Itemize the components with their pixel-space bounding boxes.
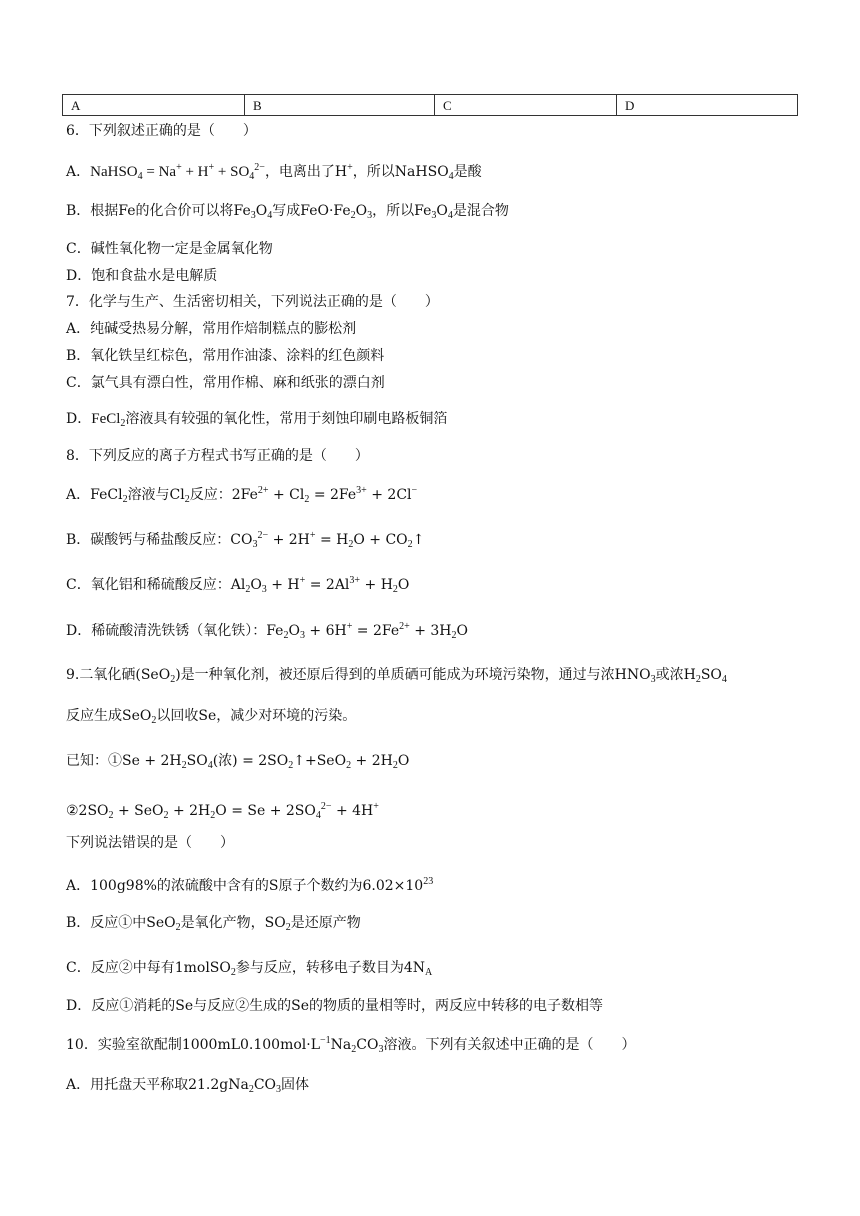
q7-option-c: C．氯气具有漂白性，常用作棉、麻和纸张的漂白剂 [66, 375, 385, 391]
q8-stem: 8．下列反应的离子方程式书写正确的是（ ） [66, 448, 369, 464]
q7-option-b: B．氧化铁呈红棕色，常用作油漆、涂料的红色颜料 [66, 348, 385, 364]
q7-stem: 7．化学与生产、生活密切相关，下列说法正确的是（ ） [66, 294, 439, 310]
q6-option-c: C．碱性氧化物一定是金属氧化物 [66, 241, 273, 257]
q8-option-c: C．氧化铝和稀硫酸反应：$Al_2O_3 + H^+ = 2Al^{3+} + H_2O$ [66, 575, 410, 595]
q8-option-a: A．FeCl$_2$溶液与$Cl_2$反应：$2Fe^{2+} + Cl_2 = 2Fe^{3+} + 2Cl^-$ [66, 485, 418, 505]
q10-option-a: A．用托盘天平称取$21.2gNa_2CO_3$固体 [66, 1077, 310, 1095]
q7-option-d: D．FeCl$_2$溶液具有较强的氧化性，常用于刻蚀印刷电路板铜箔 [66, 411, 448, 429]
q9-option-b: B．反应①中SeO$_2$是氧化产物，$SO_2$是还原产物 [66, 915, 361, 933]
answer-table [62, 94, 798, 116]
q7-option-a: A．纯碱受热易分解，常用作焙制糕点的膨松剂 [66, 321, 357, 337]
q6-option-b: B．根据Fe的化合价可以将$Fe_3O_4$写成$FeO\cdot Fe_2O_3$，所以$Fe_3O_4$是混合物 [66, 203, 509, 221]
q8-option-d: D．稀硫酸清洗铁锈（氧化铁）：$Fe_2O_3 + 6H^+ = 2Fe^{2+} + 3H_2O$ [66, 621, 468, 641]
q6-option-d: D．饱和食盐水是电解质 [66, 268, 218, 284]
q9-option-d: D．反应①消耗的Se与反应②生成的Se的物质的量相等时，两反应中转移的电子数相等 [66, 998, 603, 1014]
q9-option-c: C．反应②中每有1molSO$_2$参与反应，转移电子数目为$4N_A$ [66, 960, 433, 978]
q8-option-b: B．碳酸钙与稀盐酸反应：$CO_3^{2-} + 2H^+ = H_2O$ + $CO_2↑$ [66, 530, 425, 550]
q9-stem: 下列说法错误的是（ ） [66, 835, 234, 851]
q9-option-a: A．100g98%的浓硫酸中含有的S原子个数约为$6.02\times 10^{23}$ [66, 876, 434, 894]
table-cell-b: B [245, 95, 435, 115]
table-cell-a: A [63, 95, 245, 115]
q6-option-a: A．NaHSO$_4$ = $Na^+ + H^+ + SO_4^{2-}$，电离出了H+，所以NaHSO$_4$是酸 [66, 162, 482, 182]
table-cell-d: D [625, 98, 635, 113]
q9-line-1: 9.二氧化硒(SeO$_2$)是一种氧化剂，被还原后得到的单质硒可能成为环境污染物，通过与浓$HNO_3$或浓$H_2SO_4$ [66, 667, 727, 685]
q9-line-2: 反应生成SeO$_2$以回收Se，减少对环境的污染。 [66, 708, 357, 726]
q9-known-2: $②2SO_2 + SeO_2 + 2H_2O = Se + 2SO_4^{2-} + 4H^+$ [66, 801, 379, 821]
q6-stem: 6．下列叙述正确的是（ ） [66, 123, 257, 139]
table-cell-c: C [435, 95, 617, 115]
q9-known-1: 已知：①Se + $2H_2SO_4$(浓) = $2SO_2↑+SeO_2 + 2H_2O$ [66, 753, 410, 771]
q10-stem: 10．实验室欲配制$1000mL0.100mol\cdot L^{-1}Na_2CO_3$溶液。下列有关叙述中正确的是（ ） [66, 1035, 636, 1055]
